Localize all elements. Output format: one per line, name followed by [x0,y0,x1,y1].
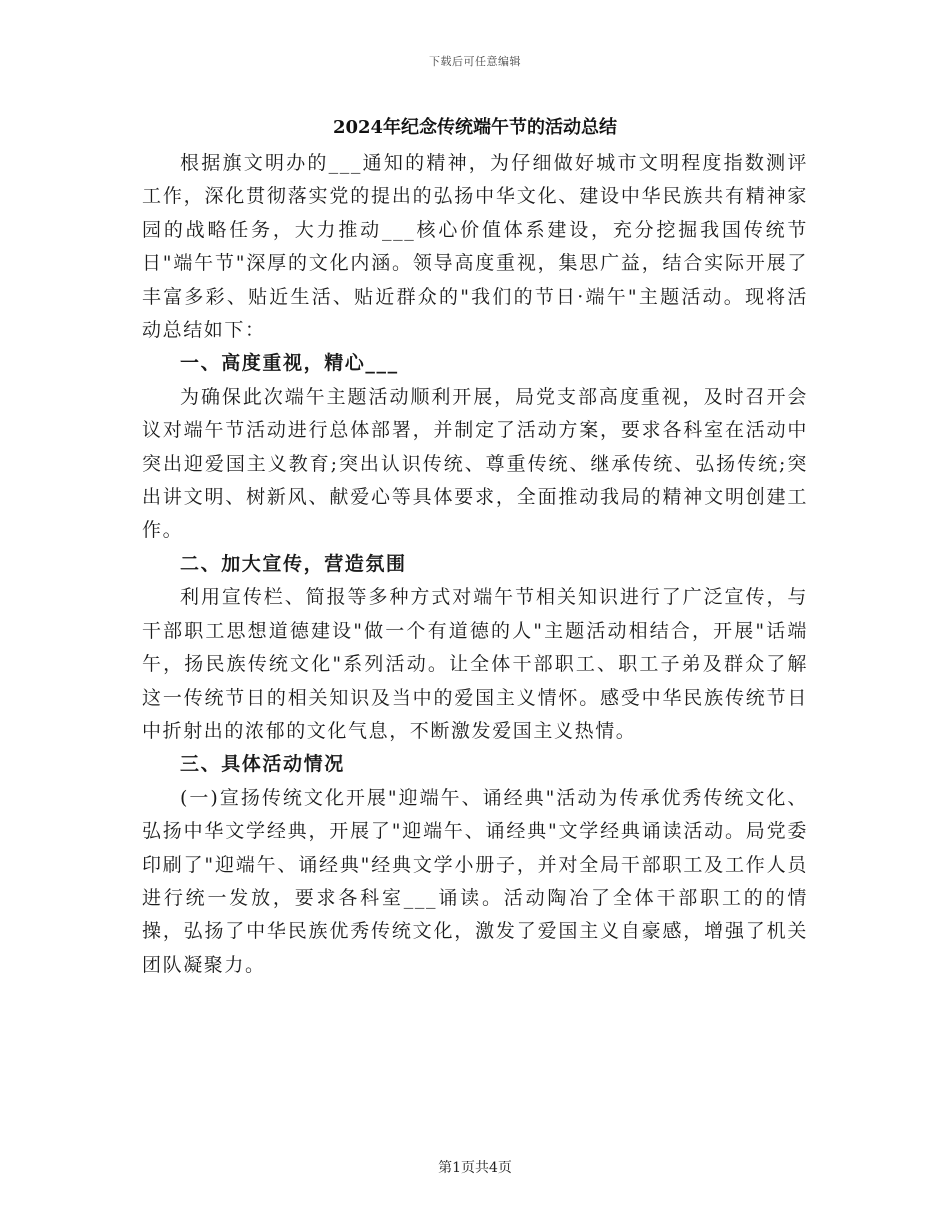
intro-paragraph: 根据旗文明办的___通知的精神，为仔细做好城市文明程度指数测评工作，深化贯彻落实党的提出的弘扬中华文化、建设中华民族共有精神家园的战略任务，大力推动___核心价值体系建设，充分挖掘我国传统节日"端午节"深厚的文化内涵。领导高度重视，集思广益，结合实际开展了丰富多彩、贴近生活、贴近群众的"我们的节日·端午"主题活动。现将活动总结如下： [142,152,808,342]
document-body [142,147,808,982]
section-heading-3: 三、具体活动情况 [180,753,345,776]
section-1-paragraph: 为确保此次端午主题活动顺利开展，局党支部高度重视，及时召开会议对端午节活动进行总体部署，并制定了活动方案，要求各科室在活动中突出迎爱国主义教育;突出认识传统、尊重传统、继承传统、弘扬传统;突出讲文明、树新风、献爱心等具体要求，全面推动我局的精神文明创建工作。 [142,385,808,542]
section-heading-2: 二、加大宣传，营造氛围 [180,552,407,575]
section-2-paragraph: 利用宣传栏、简报等多种方式对端午节相关知识进行了广泛宣传，与干部职工思想道德建设"做一个有道德的人"主题活动相结合，开展"话端午，扬民族传统文化"系列活动。让全体干部职工、职工子弟及群众了解这一传统节日的相关知识及当中的爱国主义情怀。感受中华民族传统节日中折射出的浓郁的文化气息，不断激发爱国主义热情。 [142,586,808,742]
page-number: 第1页共4页 [438,1160,512,1176]
header-note: 下载后可任意编辑 [429,55,521,68]
section-3-paragraph: (一)宣扬传统文化开展"迎端午、诵经典"活动为传承优秀传统文化、弘扬中华文学经典，开展了"迎端午、诵经典"文学经典诵读活动。局党委印刷了"迎端午、诵经典"经典文学小册子，并对全局干部职工及工作人员进行统一发放，要求各科室___诵读。活动陶冶了全体干部职工的的情操，弘扬了中华民族优秀传统文化，激发了爱国主义自豪感，增强了机关团队凝聚力。 [142,786,808,976]
section-heading-1: 一、高度重视，精心___ [180,352,399,375]
document-title: 2024年纪念传统端午节的活动总结 [332,117,618,138]
